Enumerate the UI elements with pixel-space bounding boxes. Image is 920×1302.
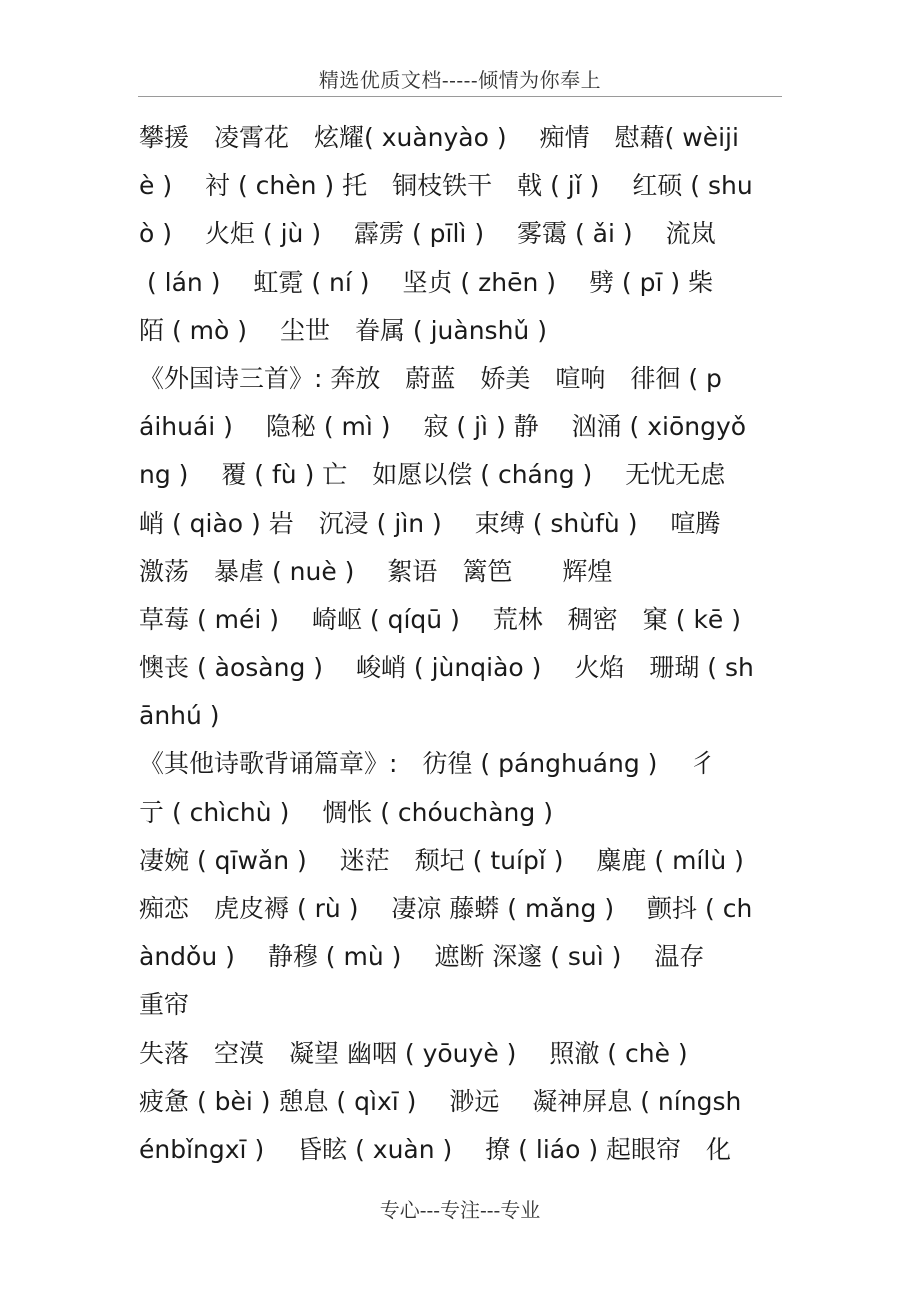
text-line: áihuái ) 隐秘 ( mì ) 寂 ( jì ) 静 汹涌 ( xiōngyǒ (139, 412, 747, 442)
text-line: ( lán ) 虹霓 ( ní ) 坚贞 ( zhēn ) 劈 ( pī ) 柴 (139, 267, 714, 297)
text-line: 攀援 凌霄花 炫耀( xuànyào ) 痴情 慰藉( wèiji (139, 123, 739, 152)
header-divider (138, 96, 782, 97)
page-header: 精选优质文档-----倾情为你奉上 (318, 68, 602, 92)
section-heading-line: 《外国诗三首》: 奔放 蔚蓝 娇美 喧响 徘徊 ( p (139, 363, 722, 393)
text-line: énbǐngxī ) 昏眩 ( xuàn ) 撩 ( liáo ) 起眼帘 化 (139, 1134, 732, 1164)
text-line: 草莓 ( méi ) 崎岖 ( qíqū ) 荒林 稠密 窠 ( kē ) (139, 604, 742, 634)
text-line: ng ) 覆 ( fù ) 亡 如愿以偿 ( cháng ) 无忧无虑 (139, 460, 726, 490)
text-line: 峭 ( qiào ) 岩 沉浸 ( jìn ) 束缚 ( shùfù ) 喧腾 (139, 508, 721, 538)
text-line: 凄婉 ( qīwǎn ) 迷茫 颓圮 ( tuípǐ ) 麋鹿 ( mílù ) (139, 845, 744, 875)
section-heading-line: 《其他诗歌背诵篇章》: 彷徨 ( pánghuáng ) 彳 (139, 749, 716, 779)
page-footer: 专心---专注---专业 (379, 1198, 541, 1222)
text-line: ò ) 火炬 ( jù ) 霹雳 ( pīlì ) 雾霭 ( ǎi ) 流岚 (139, 219, 716, 249)
text-line: 激荡 暴虐 ( nuè ) 絮语 篱笆 辉煌 (139, 556, 613, 586)
text-line: àndǒu ) 静穆 ( mù ) 遮断 深邃 ( suì ) 温存 (139, 942, 705, 972)
text-line: 懊丧 ( àosàng ) 峻峭 ( jùnqiào ) 火焰 珊瑚 ( sh (139, 653, 754, 683)
text-line: ānhú ) (139, 701, 220, 731)
text-line: 失落 空漠 凝望 幽咽 ( yōuyè ) 照澈 ( chè ) (139, 1038, 688, 1068)
text-line: 陌 ( mò ) 尘世 眷属 ( juànshǔ ) (139, 315, 547, 345)
text-line: è ) 衬 ( chèn ) 托 铜枝铁干 戟 ( jǐ ) 红硕 ( shu (139, 171, 753, 201)
text-line: 亍 ( chìchù ) 惆怅 ( chóuchàng ) (139, 797, 553, 827)
text-line: 疲惫 ( bèi ) 憩息 ( qìxī ) 渺远 凝神屏息 ( níngsh (139, 1086, 742, 1116)
text-line: 痴恋 虎皮褥 ( rù ) 凄凉 藤蟒 ( mǎng ) 颤抖 ( ch (139, 894, 753, 923)
text-line: 重帘 (139, 990, 190, 1020)
vocabulary-text-block (139, 114, 799, 1174)
